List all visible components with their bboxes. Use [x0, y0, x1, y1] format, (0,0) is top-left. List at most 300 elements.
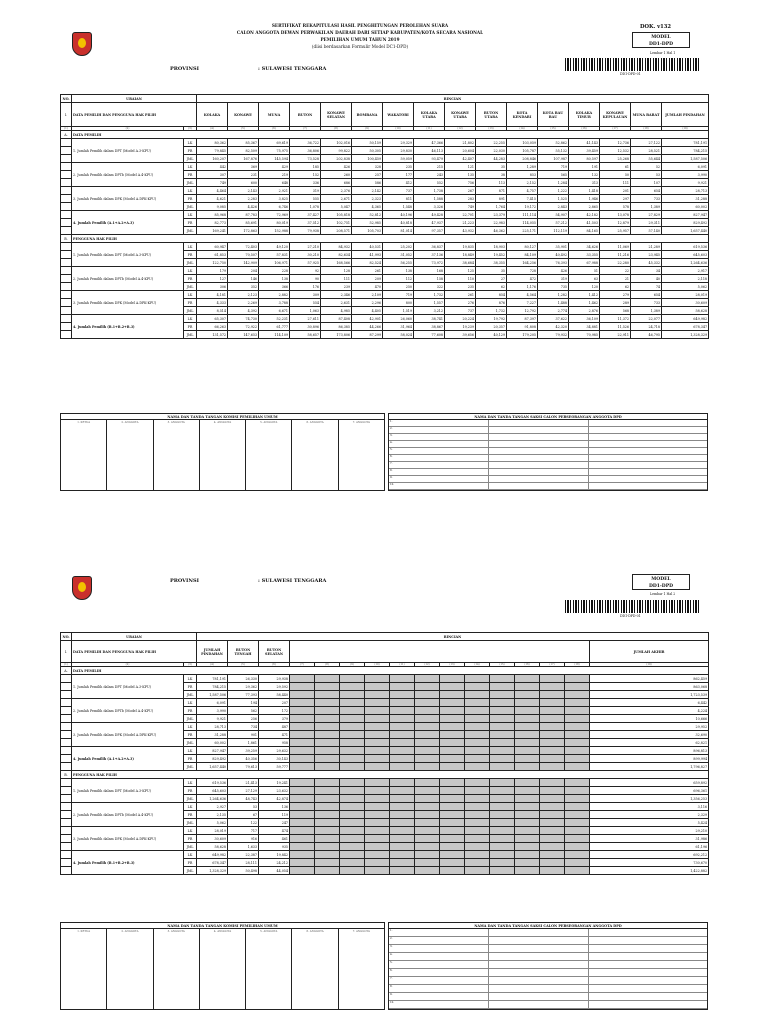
value-cell: 27,129: [228, 787, 259, 795]
provinsi-value: : SULAWESI TENGGARA: [258, 66, 327, 72]
value-cell: 63: [569, 275, 600, 283]
value-cell: 120: [569, 283, 600, 291]
empty-cell: [365, 675, 390, 683]
value-cell: 1,657,440: [662, 227, 709, 235]
row-label: 1. Jumlah Pemilih dalam DPT (Model A.3-KPU): [72, 779, 184, 803]
column-index-cell: (10): [383, 127, 414, 131]
value-cell: 114,109: [259, 331, 290, 339]
value-cell: 19,842: [259, 851, 290, 859]
value-cell: 313: [569, 179, 600, 187]
value-cell: 44,283: [476, 155, 507, 163]
row-label: 3. Jumlah Pemilih dalam DPK (Model A.DPK-KPU): [72, 723, 184, 747]
value-cell: 87,397: [507, 315, 538, 323]
empty-cell: [365, 699, 390, 707]
gender-label: PR: [184, 811, 197, 819]
value-cell: 84,165: [569, 227, 600, 235]
value-cell: 136: [259, 803, 290, 811]
value-cell: 2,123: [228, 291, 259, 299]
empty-cell: [415, 675, 440, 683]
empty-cell: [390, 835, 415, 843]
value-cell: 247: [259, 819, 290, 827]
value-cell: 4,621: [197, 195, 228, 203]
empty-cell: [365, 779, 390, 787]
value-cell: 1,462: [569, 299, 600, 307]
value-cell: 82,773: [197, 219, 228, 227]
value-cell: 4,392: [228, 307, 259, 315]
saksi-name-field: [489, 434, 589, 440]
region-header: BUTON SELATAN: [259, 641, 290, 663]
model-label: MODEL: [651, 577, 671, 582]
value-cell: 1,548: [383, 203, 414, 211]
row-spacer: [61, 715, 72, 723]
empty-cell: [340, 819, 365, 827]
empty-cell: [540, 843, 565, 851]
value-cell: 1,389: [631, 203, 662, 211]
empty-cell: [515, 827, 540, 835]
row-spacer: [61, 291, 72, 299]
value-cell: 7,415: [507, 195, 538, 203]
saksi-signature-row: [389, 993, 707, 1001]
kpu-signature-slot: 3. ANGGOTA: [154, 420, 200, 490]
saksi-number: 3.: [389, 434, 489, 440]
empty-cell: [315, 811, 340, 819]
value-cell: 2,143: [228, 187, 259, 195]
empty-cell: [565, 691, 590, 699]
value-cell: 122,750: [197, 259, 228, 267]
kpu-signature-slot: 4. ANGGOTA: [200, 929, 246, 1009]
saksi-name-field: [489, 483, 589, 489]
empty-cell: [415, 731, 440, 739]
empty-cell: [340, 835, 365, 843]
empty-cell: [565, 859, 590, 867]
value-cell: 800: [383, 299, 414, 307]
sheet-page-label: Lembar 1 Hal 2: [650, 592, 676, 596]
value-cell: 471: [259, 731, 290, 739]
empty-cell: [490, 755, 515, 763]
empty-cell: [390, 707, 415, 715]
value-cell: 717: [228, 827, 259, 835]
value-cell: 42,874: [259, 795, 290, 803]
empty-cell: [340, 691, 365, 699]
value-cell: 30,210: [290, 251, 321, 259]
column-index-cell: (6): [259, 127, 290, 131]
empty-cell: [415, 707, 440, 715]
value-cell: 649,982: [662, 315, 709, 323]
column-index-cell: (13): [476, 127, 507, 131]
saksi-signature-row: [389, 1001, 707, 1009]
value-cell: 319: [290, 187, 321, 195]
region-header: BOMBANA: [352, 103, 383, 127]
gender-label: LK: [184, 291, 197, 299]
value-cell: 1,587,506: [662, 155, 709, 163]
empty-cell: [465, 851, 490, 859]
region-header: BUTON: [290, 103, 321, 127]
empty-cell: [565, 683, 590, 691]
row-spacer: [61, 155, 72, 163]
empty-cell: [415, 803, 440, 811]
value-cell: 2,876: [569, 307, 600, 315]
value-cell: 12,792: [507, 307, 538, 315]
value-cell: 756: [445, 179, 476, 187]
table-row: [61, 163, 709, 171]
value-cell: 215: [414, 163, 445, 171]
row-spacer: [61, 267, 72, 275]
value-cell: 1,488: [538, 299, 569, 307]
value-cell: 235: [383, 163, 414, 171]
value-cell: 61,777: [259, 323, 290, 331]
value-cell: 22,280: [600, 259, 631, 267]
kpu-signature-slot: 5. ANGGOTA: [246, 420, 292, 490]
saksi-signature-rows: [389, 420, 707, 490]
column-index-cell: (18): [631, 127, 662, 131]
empty-cell: [440, 811, 465, 819]
row-spacer: [61, 739, 72, 747]
value-cell: 2,152: [507, 179, 538, 187]
empty-cell: [440, 739, 465, 747]
row-spacer: [61, 243, 72, 251]
table-row: [61, 803, 709, 811]
empty-cell: [540, 835, 565, 843]
value-cell: 42,320: [538, 323, 569, 331]
empty-cell: [415, 819, 440, 827]
empty-cell: [515, 835, 540, 843]
column-index-cell: (10): [365, 663, 390, 667]
empty-cell: [315, 723, 340, 731]
empty-cell: [390, 787, 415, 795]
saksi-name-field: [489, 969, 589, 976]
empty-cell: [315, 843, 340, 851]
value-cell: 46,795: [631, 331, 662, 339]
value-cell: 29,311: [631, 219, 662, 227]
empty-cell: [340, 803, 365, 811]
empty-cell: [315, 675, 340, 683]
value-cell: 39,459: [569, 147, 600, 155]
empty-cell: [465, 723, 490, 731]
value-cell: 28,713: [662, 187, 709, 195]
col-rincian: RINCIAN: [197, 633, 709, 641]
empty-cell: [515, 723, 540, 731]
value-cell: 50,498: [228, 867, 259, 875]
empty-cell: [465, 811, 490, 819]
value-cell: 1,282: [538, 291, 569, 299]
subsection-no: B.: [61, 771, 72, 779]
value-cell: 2,296: [352, 299, 383, 307]
value-cell: 24,212: [259, 859, 290, 867]
gender-label: LK: [184, 851, 197, 859]
value-cell: 578: [600, 203, 631, 211]
value-cell: 29,938: [259, 675, 290, 683]
row-label: 4. Jumlah Pemilih (B.1+B.2+B.3): [72, 851, 184, 875]
empty-cell: [515, 739, 540, 747]
empty-cell: [290, 803, 315, 811]
saksi-signature-row: [389, 420, 707, 427]
saksi-signature-rows: [389, 929, 707, 1009]
empty-cell: [465, 747, 490, 755]
region-header: JUMLAH AKHIR: [590, 641, 709, 663]
value-cell: 853: [507, 171, 538, 179]
value-cell: 6,091: [197, 699, 228, 707]
empty-cell: [390, 827, 415, 835]
value-cell: 177: [383, 171, 414, 179]
value-cell: 39,259: [228, 747, 259, 755]
value-cell: 28,111: [228, 859, 259, 867]
gender-label: PR: [184, 835, 197, 843]
empty-cell: [365, 867, 390, 875]
gender-label: PR: [184, 251, 197, 259]
saksi-number: 8.: [389, 469, 489, 475]
saksi-sign-field: [589, 1001, 689, 1008]
empty-cell: [490, 675, 515, 683]
row-spacer: [61, 163, 72, 171]
sheet-page-label: Lembar 1 Hal 1: [650, 51, 676, 55]
gender-label: PR: [184, 707, 197, 715]
value-cell: 225,171: [507, 227, 538, 235]
row-spacer: [61, 779, 72, 787]
value-cell: 891: [476, 195, 507, 203]
value-cell: 1,764: [476, 203, 507, 211]
value-cell: 66,263: [197, 323, 228, 331]
empty-cell: [365, 715, 390, 723]
value-cell: 5,047: [321, 203, 352, 211]
value-cell: 3,990: [662, 171, 709, 179]
value-cell: 127: [197, 275, 228, 283]
value-cell: 19,452: [476, 251, 507, 259]
empty-cell: [315, 715, 340, 723]
total-cell: 2,329: [590, 811, 709, 819]
value-cell: 55,132: [538, 147, 569, 155]
empty-cell: [465, 803, 490, 811]
empty-cell: [540, 795, 565, 803]
empty-cell: [315, 867, 340, 875]
empty-cell: [365, 843, 390, 851]
page-2: [60, 570, 710, 1016]
empty-cell: [290, 707, 315, 715]
empty-cell: [390, 859, 415, 867]
value-cell: 1,412: [569, 291, 600, 299]
saksi-name-field: [489, 420, 589, 426]
empty-cell: [465, 779, 490, 787]
empty-cell: [540, 819, 565, 827]
empty-cell: [440, 803, 465, 811]
value-cell: 34,881: [569, 323, 600, 331]
empty-cell: [490, 723, 515, 731]
value-cell: 283: [445, 195, 476, 203]
value-cell: 429: [259, 163, 290, 171]
kpu-signature-slot: 4. ANGGOTA: [200, 420, 246, 490]
value-cell: 172,863: [228, 227, 259, 235]
empty-cell: [290, 747, 315, 755]
value-cell: 21,802: [445, 139, 476, 147]
row-label: 2. Jumlah Pemilih dalam DPTb (Model A.4-KPU): [72, 267, 184, 291]
value-cell: 138: [259, 275, 290, 283]
value-cell: 412: [383, 179, 414, 187]
value-cell: 73,972: [414, 259, 445, 267]
value-cell: 107,987: [538, 155, 569, 163]
value-cell: 121: [445, 163, 476, 171]
empty-cell: [315, 851, 340, 859]
table-row: [61, 139, 709, 147]
value-cell: 12,879: [600, 219, 631, 227]
value-cell: 138: [383, 267, 414, 275]
row-spacer: [61, 251, 72, 259]
column-index-cell: (19): [590, 663, 709, 667]
value-cell: 105,703: [352, 227, 383, 235]
empty-cell: [365, 787, 390, 795]
empty-cell: [515, 675, 540, 683]
value-cell: 27,829: [631, 211, 662, 219]
value-cell: 22,255: [476, 139, 507, 147]
saksi-signature-title: NAMA DAN TANDA TANGAN SAKSI CALON PERSEORANGAN ANGGOTA DPD: [389, 414, 707, 420]
value-cell: 35: [476, 163, 507, 171]
value-cell: 60,947: [197, 243, 228, 251]
empty-cell: [540, 683, 565, 691]
value-cell: 26,330: [228, 675, 259, 683]
column-index-cell: (12): [445, 127, 476, 131]
value-cell: 35,901: [538, 243, 569, 251]
col-no: NO.: [62, 96, 70, 101]
value-cell: 2,882: [259, 291, 290, 299]
value-cell: 207: [259, 699, 290, 707]
model-code: DD1-DPD: [649, 584, 673, 589]
total-cell: 32,690: [590, 731, 709, 739]
empty-cell: [515, 811, 540, 819]
col-uraian: URAIAN: [72, 95, 197, 103]
empty-cell: [540, 755, 565, 763]
value-cell: 11,069: [600, 243, 631, 251]
value-cell: 49,120: [259, 243, 290, 251]
value-cell: 29,362: [228, 683, 259, 691]
value-cell: 77,393: [228, 691, 259, 699]
value-cell: 19,792: [476, 315, 507, 323]
value-cell: 85,691: [228, 219, 259, 227]
table-row: [61, 851, 709, 859]
value-cell: 4,757: [507, 187, 538, 195]
value-cell: 352: [228, 283, 259, 291]
empty-cell: [315, 803, 340, 811]
empty-cell: [465, 867, 490, 875]
value-cell: 62: [476, 283, 507, 291]
value-cell: 901: [228, 731, 259, 739]
value-cell: 23,379: [476, 211, 507, 219]
value-cell: 1,176: [507, 283, 538, 291]
saksi-name-field: [489, 993, 589, 1000]
empty-cell: [465, 787, 490, 795]
value-cell: 2,917: [662, 267, 709, 275]
column-index-cell: (11): [390, 663, 415, 667]
value-cell: 52,862: [538, 139, 569, 147]
row-spacer: [61, 843, 72, 851]
value-cell: 4,365: [352, 203, 383, 211]
value-cell: 22,387: [228, 851, 259, 859]
empty-cell: [440, 723, 465, 731]
empty-cell: [290, 699, 315, 707]
saksi-sign-field: [589, 483, 689, 489]
value-cell: 2,927: [197, 803, 228, 811]
value-cell: 34,626: [569, 243, 600, 251]
empty-cell: [340, 763, 365, 771]
empty-cell: [390, 867, 415, 875]
value-cell: 28,019: [197, 827, 228, 835]
value-cell: 2,921: [259, 187, 290, 195]
row-spacer: [61, 307, 72, 315]
empty-cell: [465, 827, 490, 835]
value-cell: 554: [290, 299, 321, 307]
saksi-signature-box: [388, 922, 708, 1010]
empty-cell: [365, 723, 390, 731]
empty-cell: [565, 675, 590, 683]
value-cell: 169,241: [197, 227, 228, 235]
region-header: KOTA KENDARI: [507, 103, 538, 127]
doc-version: DOK. v132: [640, 24, 671, 30]
empty-cell: [315, 795, 340, 803]
row-label: 2. Jumlah Pemilih dalam DPTb (Model A.4-KPU): [72, 699, 184, 723]
value-cell: 90: [290, 275, 321, 283]
gender-label: PR: [184, 147, 197, 155]
row-spacer: [61, 859, 72, 867]
value-cell: 179,205: [507, 331, 538, 339]
saksi-signature-row: [389, 483, 707, 490]
value-cell: 201: [600, 187, 631, 195]
empty-cell: [490, 787, 515, 795]
title-line: CALON ANGGOTA DEWAN PERWAKILAN DAERAH DARI SETIAP KABUPATEN/KOTA SECARA NASIONAL: [236, 30, 484, 35]
value-cell: 257: [352, 171, 383, 179]
saksi-number: 5.: [389, 961, 489, 968]
value-cell: 41,143: [569, 139, 600, 147]
subsection-title: PENGGUNA HAK PILIH: [72, 771, 709, 779]
empty-cell: [340, 811, 365, 819]
total-cell: 29,210: [590, 827, 709, 835]
table-row: [61, 267, 709, 275]
empty-cell: [490, 747, 515, 755]
value-cell: 29,632: [259, 747, 290, 755]
value-cell: 72,969: [259, 211, 290, 219]
empty-cell: [340, 707, 365, 715]
row-spacer: [61, 763, 72, 771]
value-cell: 81,014: [383, 227, 414, 235]
saksi-number: 8.: [389, 985, 489, 992]
value-cell: 11,526: [600, 323, 631, 331]
empty-cell: [390, 779, 415, 787]
total-cell: 29,952: [590, 723, 709, 731]
empty-cell: [290, 859, 315, 867]
empty-cell: [415, 755, 440, 763]
value-cell: 22,077: [631, 315, 662, 323]
value-cell: 122: [228, 819, 259, 827]
empty-cell: [415, 843, 440, 851]
row-spacer: [61, 211, 72, 219]
value-cell: 208,846: [507, 155, 538, 163]
value-cell: 57,831: [259, 251, 290, 259]
value-cell: 112,119: [538, 227, 569, 235]
saksi-sign-field: [589, 462, 689, 468]
row-spacer: [61, 203, 72, 211]
value-cell: 40,129: [476, 331, 507, 339]
gender-label: JML: [184, 795, 197, 803]
value-cell: 19,835: [445, 243, 476, 251]
region-header: KONAWE UTARA: [445, 103, 476, 127]
value-cell: 3,825: [259, 195, 290, 203]
empty-cell: [465, 835, 490, 843]
empty-cell: [340, 715, 365, 723]
value-cell: 854: [476, 291, 507, 299]
value-cell: 40,492: [538, 251, 569, 259]
value-cell: 29,329: [383, 139, 414, 147]
empty-cell: [465, 755, 490, 763]
empty-cell: [440, 779, 465, 787]
value-cell: 307: [197, 171, 228, 179]
col-uraian: URAIAN: [72, 633, 197, 641]
empty-cell: [440, 755, 465, 763]
